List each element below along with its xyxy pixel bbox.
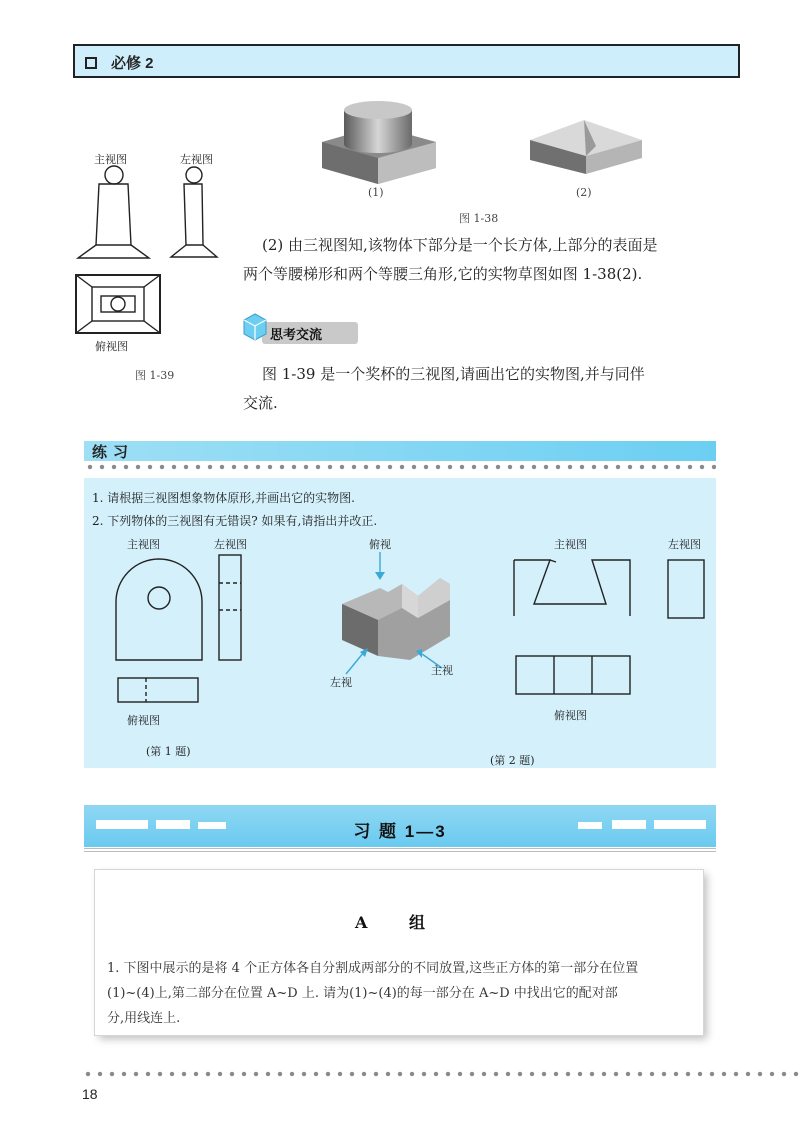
- fig39-trophy-views: [70, 160, 240, 360]
- page-number: 18: [82, 1086, 98, 1102]
- cube-icon: [242, 312, 268, 342]
- white-bar-deco: [198, 822, 226, 829]
- fig38-object-2: [526, 110, 646, 178]
- p2-front-label: 主视图: [554, 538, 587, 551]
- p1-caption: (第 1 题): [146, 745, 191, 758]
- homework-underline: [84, 848, 716, 854]
- group-a-title: A 组: [355, 913, 443, 932]
- fig39-caption: 图 1-39: [135, 369, 175, 382]
- p2-left-view-label: 左视: [330, 676, 352, 689]
- p1-front-label: 主视图: [127, 538, 160, 551]
- fig38-caption: 图 1-38: [459, 212, 499, 225]
- problem-line-1: 1. 下图中展示的是将 4 个正方体各自分割成两部分的不同放置,这些正方体的第一部分在位置: [107, 961, 639, 976]
- fig38-sub1: (1): [368, 186, 384, 199]
- paragraph-2-line-2: 两个等腰梯形和两个等腰三角形,它的实物草图如图 1-38(2).: [243, 265, 643, 283]
- p1-three-views: [112, 550, 252, 710]
- white-bar-deco: [578, 822, 602, 829]
- think-text-line-1: 图 1-39 是一个奖杯的三视图,请画出它的实物图,并与同伴: [262, 365, 645, 383]
- white-bar-deco: [612, 820, 646, 829]
- white-bar-deco: [654, 820, 706, 829]
- homework-title: 习 题 1—3: [353, 822, 447, 841]
- fig38-sub2: (2): [576, 186, 592, 199]
- fig39-left-label: 左视图: [180, 153, 213, 166]
- fig39-top-label: 俯视图: [95, 340, 128, 353]
- chapter-header: [73, 44, 740, 78]
- p2-top-label: 俯视图: [554, 709, 587, 722]
- exercise-title-bar: [84, 441, 716, 461]
- dotted-divider: [84, 463, 716, 471]
- group-a-box: [95, 870, 703, 1035]
- problem-line-3: 分,用线连上.: [107, 1011, 181, 1026]
- p1-top-label: 俯视图: [127, 714, 160, 727]
- think-text-line-2: 交流.: [243, 394, 278, 412]
- header-square-icon: [85, 57, 97, 69]
- p2-front-view-label: 主视: [431, 664, 453, 677]
- group-a-problem: [107, 956, 697, 1031]
- white-bar-deco: [96, 820, 148, 829]
- paragraph-2-line-1: (2) 由三视图知,该物体下部分是一个长方体,上部分的表面是: [262, 236, 658, 254]
- p2-left-label: 左视图: [668, 538, 701, 551]
- p2-three-views: [510, 552, 710, 702]
- p2-caption: (第 2 题): [490, 754, 535, 767]
- footer-dotted-divider: [82, 1070, 800, 1078]
- think-badge-label: 思考交流: [270, 327, 323, 342]
- p2-top-view-label: 俯视: [369, 538, 391, 551]
- fig38-object-1: [318, 98, 440, 186]
- fig39-front-label: 主视图: [94, 153, 127, 166]
- white-bar-deco: [156, 820, 190, 829]
- header-title: 必修 2: [111, 55, 154, 72]
- exercise-title: 练习: [92, 444, 135, 461]
- exercise-item-1: 1. 请根据三视图想象物体原形,并画出它的实物图.: [92, 491, 355, 505]
- p1-left-label: 左视图: [214, 538, 247, 551]
- problem-line-2: (1)~(4)上,第二部分在位置 A~D 上. 请为(1)~(4)的每一部分在 A~D 中找出它的配对部: [107, 986, 618, 1001]
- exercise-item-2: 2. 下列物体的三视图有无错误? 如果有,请指出并改正.: [92, 514, 378, 528]
